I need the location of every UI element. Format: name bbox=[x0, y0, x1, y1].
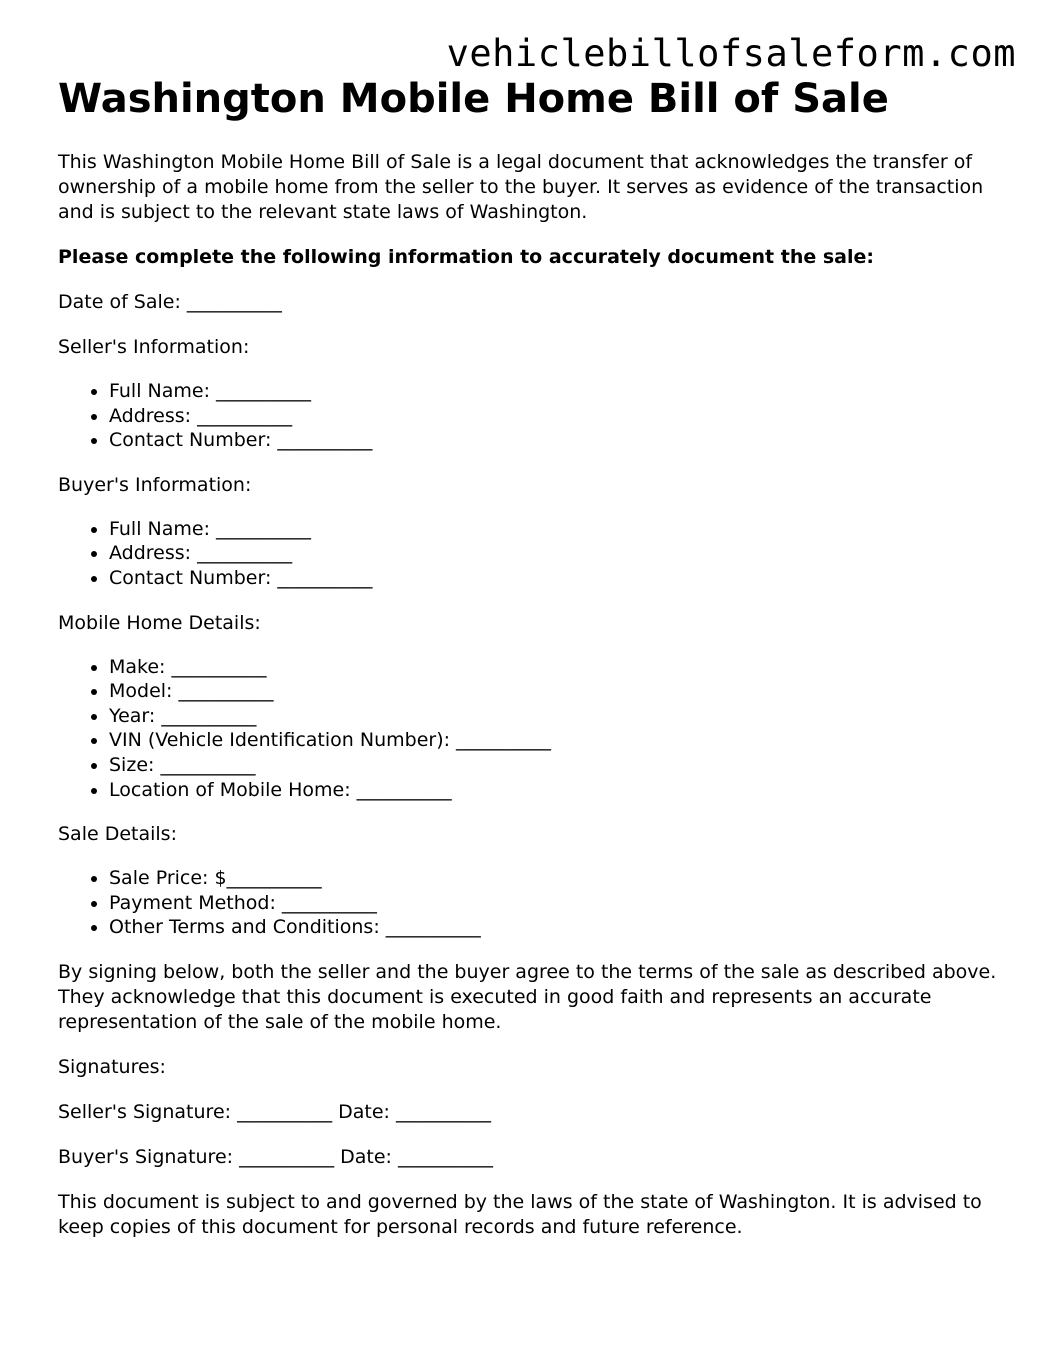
document-title: Washington Mobile Home Bill of Sale bbox=[58, 76, 889, 122]
sale-section-heading: Sale Details: bbox=[58, 823, 177, 846]
home-size-field: • Size: __________ bbox=[109, 753, 1008, 778]
date-of-sale-field: Date of Sale: __________ bbox=[58, 291, 282, 313]
home-make-field: • Make: __________ bbox=[109, 655, 1008, 680]
seller-signature-line: Seller's Signature: __________ Date: __________ bbox=[58, 1100, 491, 1123]
payment-method-field: • Payment Method: __________ bbox=[109, 891, 1008, 916]
document-body bbox=[58, 74, 1008, 1240]
home-section-heading: Mobile Home Details: bbox=[58, 611, 261, 634]
buyer-signature-line: Buyer's Signature: __________ Date: __________ bbox=[58, 1145, 493, 1168]
buyer-full-name-field: • Full Name: __________ bbox=[109, 517, 1008, 542]
buyer-section-heading: Buyer's Information: bbox=[58, 473, 252, 496]
buyer-info-list bbox=[58, 517, 1008, 591]
intro-paragraph: This Washington Mobile Home Bill of Sale is a legal document that acknowledges the transfer of ownership of a mobile home from the seller to the buyer. It serves as evidence of the transaction and is subject to the relevant state laws of Washington. bbox=[58, 151, 984, 223]
home-details-list bbox=[58, 655, 1008, 803]
other-terms-field: • Other Terms and Conditions: __________ bbox=[109, 915, 1008, 940]
seller-full-name-field: • Full Name: __________ bbox=[109, 379, 1008, 404]
site-watermark: vehiclebillofsaleform.com bbox=[446, 32, 1016, 75]
seller-address-field: • Address: __________ bbox=[109, 404, 1008, 429]
agreement-paragraph: By signing below, both the seller and the buyer agree to the terms of the sale as described above. They acknowledge that this document is executed in good faith and represents an accurate representation of the sale of the mobile home. bbox=[58, 960, 997, 1033]
buyer-contact-field: • Contact Number: __________ bbox=[109, 566, 1008, 591]
buyer-address-field: • Address: __________ bbox=[109, 541, 1008, 566]
closing-paragraph: This document is subject to and governed by the laws of the state of Washington. It is advised to keep copies of this document for personal records and future reference. bbox=[58, 1190, 982, 1238]
seller-contact-field: • Contact Number: __________ bbox=[109, 428, 1008, 453]
instructions-text: Please complete the following information to accurately document the sale: bbox=[58, 246, 874, 268]
seller-section-heading: Seller's Information: bbox=[58, 336, 250, 358]
signatures-heading: Signatures: bbox=[58, 1055, 166, 1078]
home-location-field: • Location of Mobile Home: __________ bbox=[109, 778, 1008, 803]
seller-info-list bbox=[58, 379, 1008, 453]
sale-details-list bbox=[58, 866, 1008, 940]
home-model-field: • Model: __________ bbox=[109, 679, 1008, 704]
sale-price-field: • Sale Price: $__________ bbox=[109, 866, 1008, 891]
home-vin-field: • VIN (Vehicle Identification Number): __________ bbox=[109, 728, 1008, 753]
home-year-field: • Year: __________ bbox=[109, 704, 1008, 729]
